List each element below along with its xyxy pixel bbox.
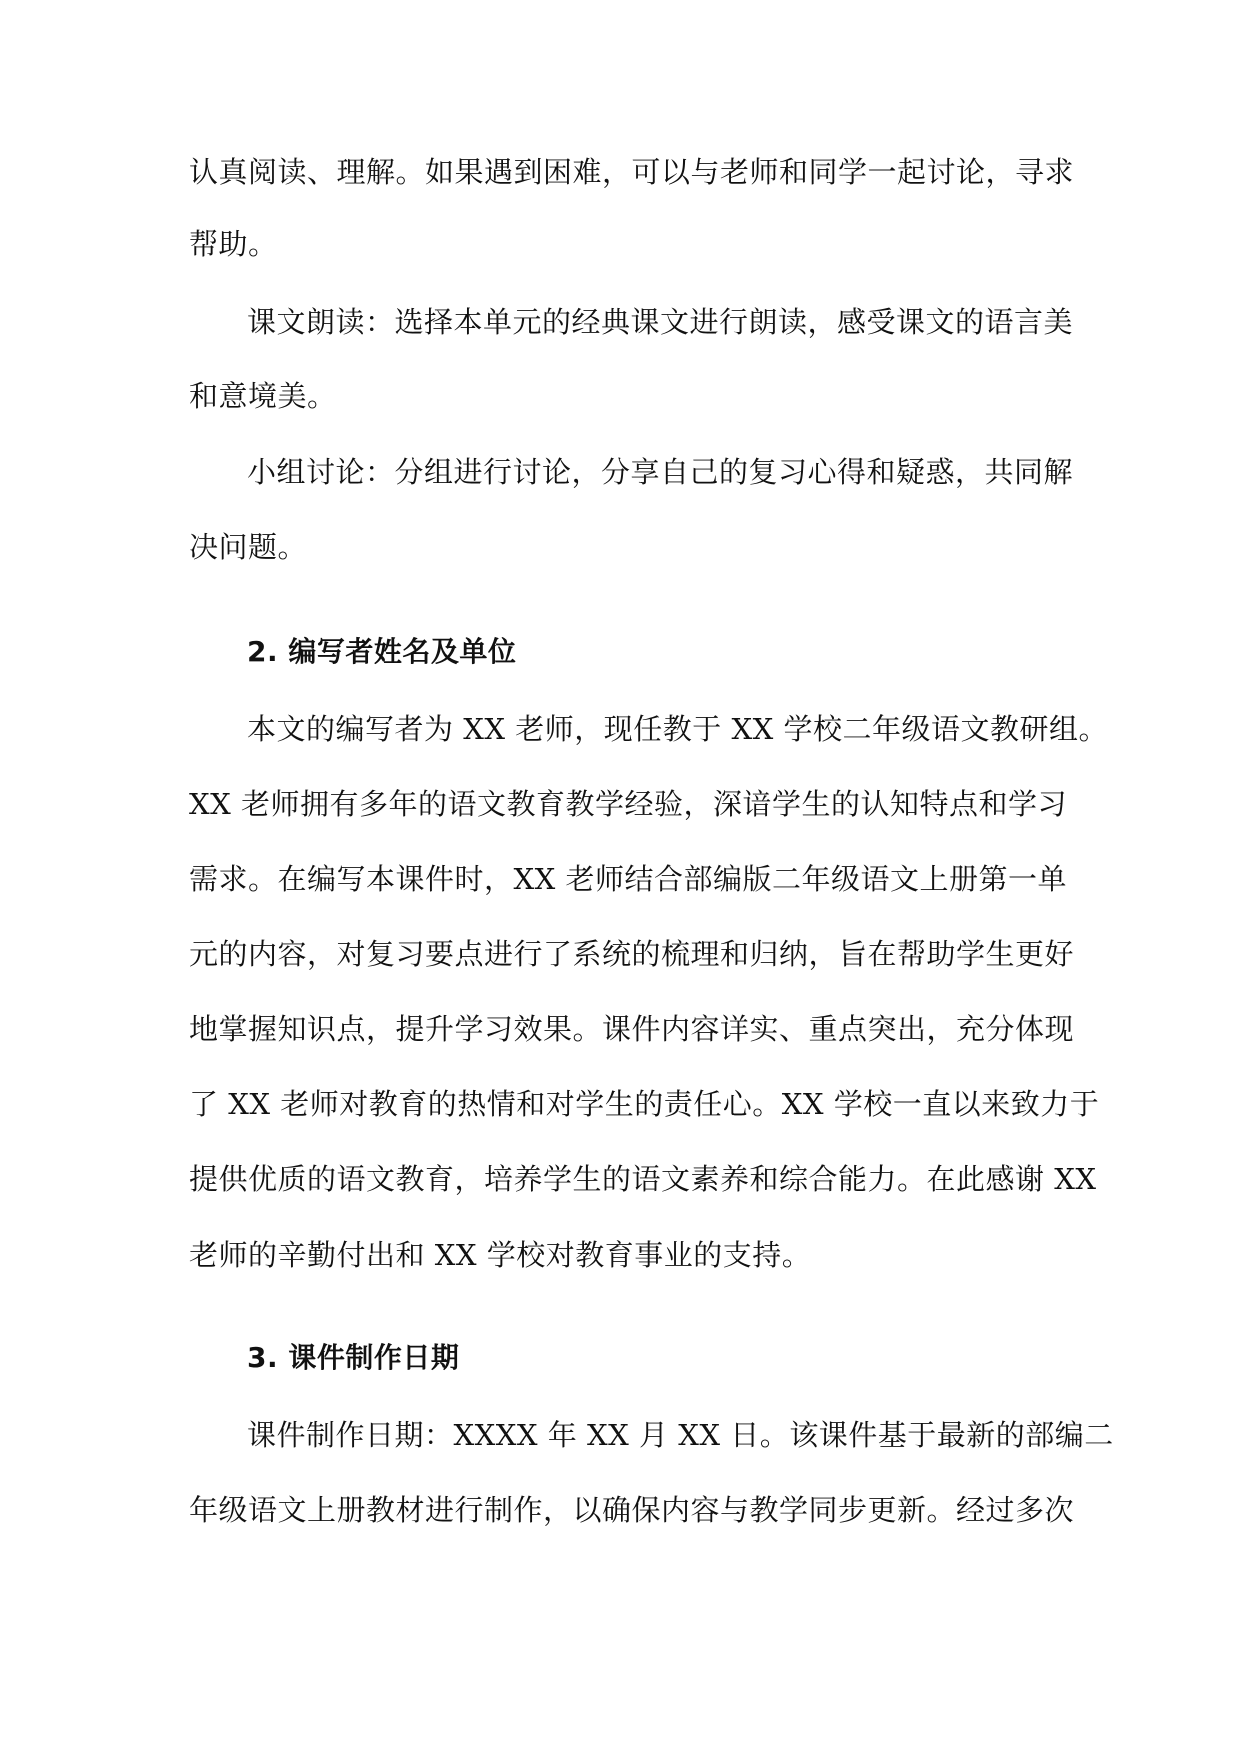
paragraph-line: 课文朗读：选择本单元的经典课文进行朗读，感受课文的语言美 — [247, 305, 1074, 339]
section-heading: 3. 课件制作日期 — [247, 1341, 460, 1374]
paragraph-line: 和意境美。 — [189, 379, 337, 413]
paragraph-line: 元的内容，对复习要点进行了系统的梳理和归纳，旨在帮助学生更好 — [189, 937, 1075, 971]
paragraph-line: 决问题。 — [189, 530, 308, 564]
paragraph-line: 需求。在编写本课件时，XX 老师结合部编版二年级语文上册第一单 — [189, 862, 1068, 896]
paragraph-line: 帮助。 — [189, 227, 278, 261]
paragraph-line: 年级语文上册教材进行制作，以确保内容与教学同步更新。经过多次 — [189, 1493, 1075, 1527]
paragraph-line: 提供优质的语文教育，培养学生的语文素养和综合能力。在此感谢 XX — [189, 1162, 1097, 1196]
paragraph-line: 本文的编写者为 XX 老师，现任教于 XX 学校二年级语文教研组。 — [247, 712, 1108, 746]
paragraph-line: 小组讨论：分组进行讨论，分享自己的复习心得和疑惑，共同解 — [247, 455, 1074, 489]
section-heading: 2. 编写者姓名及单位 — [247, 635, 517, 668]
paragraph-line: 老师的辛勤付出和 XX 学校对教育事业的支持。 — [189, 1238, 812, 1272]
paragraph-line: 课件制作日期：XXXX 年 XX 月 XX 日。该课件基于最新的部编二 — [247, 1418, 1114, 1452]
paragraph-line: XX 老师拥有多年的语文教育教学经验，深谙学生的认知特点和学习 — [189, 787, 1068, 821]
paragraph-line: 了 XX 老师对教育的热情和对学生的责任心。XX 学校一直以来致力于 — [189, 1087, 1100, 1121]
paragraph-line: 地掌握知识点，提升学习效果。课件内容详实、重点突出，充分体现 — [189, 1012, 1075, 1046]
paragraph-line: 认真阅读、理解。如果遇到困难，可以与老师和同学一起讨论，寻求 — [189, 155, 1075, 189]
